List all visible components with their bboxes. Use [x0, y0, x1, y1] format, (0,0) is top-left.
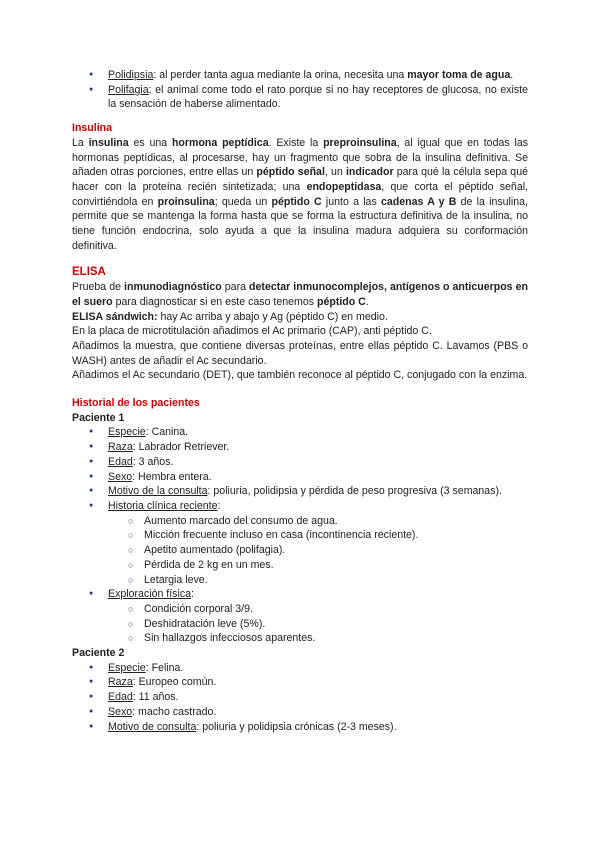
sublist-item: ○ Sin hallazgos infecciosos aparentes. [72, 631, 528, 646]
paragraph-elisa-step1: En la placa de microtitulación añadimos el Ac primario (CAP), anti péptido C. [72, 325, 432, 338]
document-page [72, 68, 528, 734]
paciente-1-list [72, 425, 528, 513]
field-value: : Canina. [145, 426, 189, 439]
list-item-polidipsia [72, 68, 528, 83]
field-value: : 11 años. [132, 691, 179, 704]
list-text: : al perder tanta agua mediante la orina, necesita una [153, 69, 408, 81]
heading-insulina: Insulina [72, 122, 113, 135]
field-value: : poliuria, polidipsia y pérdida de peso progresiva (3 semanas). [207, 485, 502, 498]
text: para diagnosticar si en este caso tenemos [112, 295, 317, 308]
text: Prueba de [72, 281, 125, 294]
bold-text: insulina [88, 136, 129, 149]
text: ; queda un [214, 195, 272, 208]
sublist-item: ○ Letargia leve. [72, 573, 528, 588]
bold-text: hormona peptídica [171, 136, 269, 149]
text: para [221, 281, 250, 294]
field-colon: : [191, 588, 194, 601]
field-label: Raza [108, 676, 133, 689]
text: hay Ac arriba y abajo y Ag (péptido C) en medio. [157, 310, 388, 323]
field-colon: : [217, 499, 221, 512]
field-label: Sexo [108, 470, 133, 483]
text: , que corta el péptido señal, convirtiéndola en [72, 180, 529, 208]
list-item [72, 484, 528, 499]
bold-text: preproinsulina [323, 136, 397, 149]
bold-text: proinsulina [157, 195, 215, 208]
field-value: : Hembra entera. [132, 470, 212, 483]
text: de la insulina, permite que se mantenga la forma hasta que se forma la estructura definitiva de la insulina, no tiene función endocrina, solo ayuda a que la insulina madura adquiera su conformación definitiva. [72, 195, 528, 252]
sublist-item: ○ Pérdida de 2 kg en un mes. [72, 558, 528, 573]
field-label: Edad [108, 691, 133, 704]
field-value: : poliuria y polidipsia crónicas (2-3 meses). [196, 720, 397, 733]
field-label: Exploración física [108, 588, 192, 601]
paragraph-elisa-sandwich [72, 310, 528, 325]
bold-text: péptido señal [256, 166, 325, 179]
field-value: : 3 años. [132, 455, 174, 468]
term-polifagia: Polifagia [108, 83, 149, 96]
text: La [72, 136, 89, 149]
field-label: Especie [108, 661, 146, 674]
text: . [365, 295, 369, 308]
bold-text: péptido C [316, 295, 366, 308]
list-text: : el animal come todo el rato porque si no hay receptores de glucosa, no existe la sensación de haberse alimentado. [108, 83, 528, 111]
term-polidipsia: Polidipsia [108, 69, 154, 81]
list-item [72, 720, 528, 735]
paragraph-elisa-step3: Añadimos el Ac secundario (DET), que también reconoce al péptido C, conjugado con la enzima. [72, 369, 528, 382]
field-label: Edad [108, 455, 133, 468]
sublist-item: ○ Apetito aumentado (polifagia). [72, 543, 528, 558]
bold-text: inmunodiagnóstico [124, 281, 222, 294]
list-item [72, 661, 528, 676]
list-item [72, 675, 528, 690]
text: es una [128, 136, 172, 149]
text: junto a las [321, 195, 381, 208]
sandwich-label: ELISA sándwich: [72, 310, 158, 323]
bold-text: péptido C [271, 195, 322, 208]
list-item-historia [72, 499, 528, 514]
text: , al igual que en todas las hormonas peptídicas, al procesarse, hay un fragmento que sobra de la insulina definitiva. Se añaden otras porciones, entre ellas un [72, 136, 529, 179]
field-value: : Europeo común. [132, 676, 217, 689]
paciente-2-list [72, 661, 528, 735]
list-item [72, 690, 528, 705]
list-item-polifagia [72, 83, 528, 112]
field-value: : Labrador Retriever. [132, 441, 230, 454]
field-label: Motivo de la consulta [108, 485, 208, 498]
paragraph-elisa-step2: Añadimos la muestra, que contiene diversas proteínas, entre ellas péptido C. Lavamos (PBS o WASH) antes de añadir el Ac secundario. [72, 339, 528, 367]
field-value: : macho castrado. [132, 705, 217, 718]
historia-sublist [72, 514, 528, 588]
bold-text: endopeptidasa [306, 180, 382, 193]
bold-text: detectar inmunocomplejos, antígenos o anticuerpos en el suero [72, 281, 528, 308]
field-value: : Felina. [145, 661, 184, 674]
paciente-1-list-cont [72, 587, 528, 602]
text: . Existe la [268, 136, 324, 149]
list-item [72, 440, 528, 455]
heading-historial: Historial de los pacientes [72, 397, 200, 410]
field-label: Historia clínica reciente [108, 499, 218, 512]
paragraph-elisa [72, 280, 528, 309]
list-item [72, 705, 528, 720]
symptom-list [72, 68, 528, 112]
list-item [72, 455, 528, 470]
paciente-2-title: Paciente 2 [72, 647, 125, 660]
list-item [72, 470, 528, 485]
field-label: Raza [108, 441, 133, 454]
text: , un [324, 166, 346, 179]
heading-elisa: ELISA [72, 266, 106, 279]
bold-text: indicador [345, 166, 394, 179]
sublist-item: ○ Aumento marcado del consumo de agua. [72, 514, 528, 529]
bold-text: cadenas A y B [380, 195, 457, 208]
sublist-item: ○ Condición corporal 3/9. [72, 602, 528, 617]
text: para qué la célula sepa qué hacer con la proteína recién sintetizada; una [72, 166, 528, 193]
list-text: . [510, 69, 514, 81]
paciente-1-title: Paciente 1 [72, 411, 125, 424]
exploracion-sublist [72, 602, 528, 646]
list-item [72, 425, 528, 440]
list-bold: mayor toma de agua [407, 69, 511, 81]
sublist-item: ○ Micción frecuente incluso en casa (incontinencia reciente). [72, 528, 528, 543]
field-label: Sexo [108, 705, 133, 718]
sublist-item: ○ Deshidratación leve (5%). [72, 617, 528, 632]
paragraph-insulina [72, 136, 528, 254]
field-label: Especie [108, 426, 146, 439]
list-item-exploracion [72, 587, 528, 602]
field-label: Motivo de consulta [108, 720, 197, 733]
